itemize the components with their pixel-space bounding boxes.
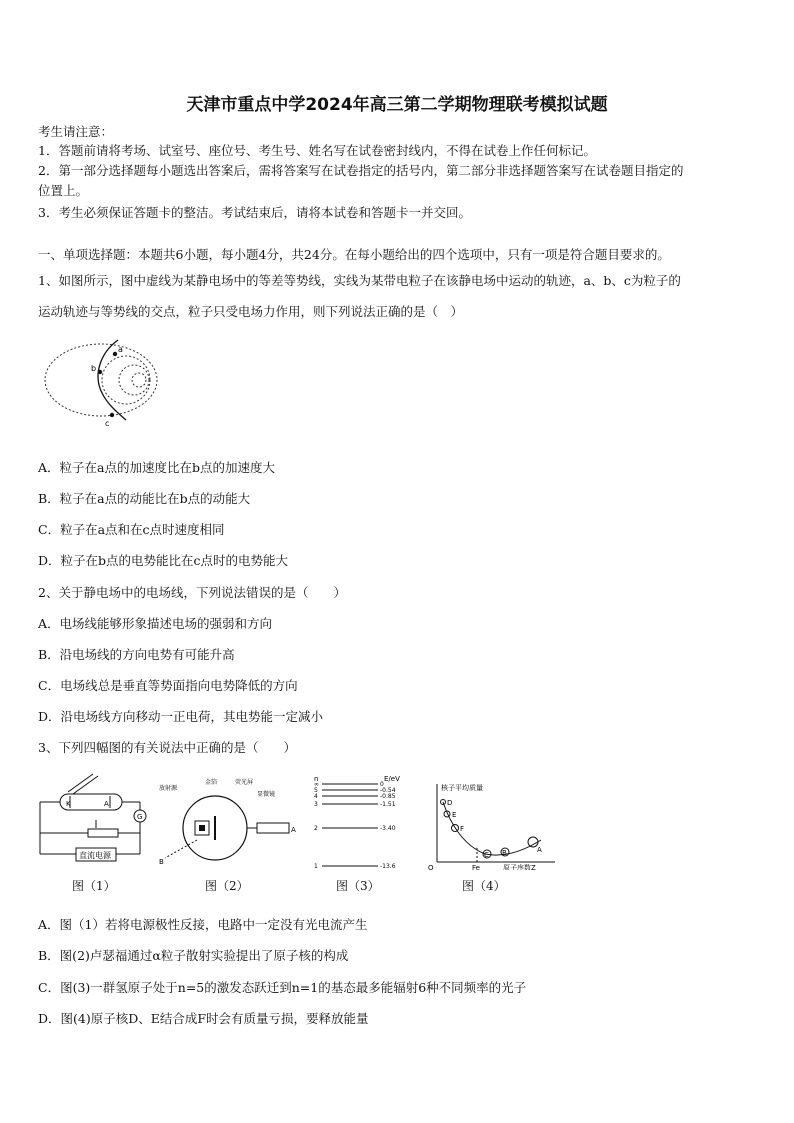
question-stem: 1、如图所示，图中虚线为某静电场中的等差等势线，实线为某带电粒子在该静电场中运动的轨迹，a、b、c为粒子的 — [38, 273, 681, 288]
level-n-label: 1 — [314, 863, 318, 870]
notice-item: 3．考生必须保证答题卡的整洁。考试结束后，请将本试卷和答题卡一并交回。 — [38, 205, 471, 220]
level-n-label: 4 — [314, 793, 318, 800]
option: D．粒子在b点的电势能比在c点时的电势能大 — [38, 553, 289, 568]
level-energy-label: 0 — [380, 781, 384, 788]
level-n-label: 5 — [314, 787, 318, 794]
option: B．沿电场线的方向电势有可能升高 — [38, 647, 235, 662]
screen-label: 荧光屏 — [235, 779, 254, 786]
option: D．沿电场线方向移动一正电荷，其电势能一定减小 — [38, 709, 324, 724]
question-stem: 3、下列四幅图的有关说法中正确的是（ ） — [38, 740, 296, 755]
label-G: G — [137, 813, 143, 821]
equipotential-figure — [38, 335, 163, 430]
level-energy-label: -1.51 — [380, 801, 396, 808]
option: A．电场线能够形象描述电场的强弱和方向 — [38, 616, 273, 631]
option: C．图(3)一群氢原子处于n=5的激发态跃迁到n=1的基态最多能辐射6种不同频率的光子 — [38, 980, 527, 995]
point-label: D — [447, 799, 453, 807]
level-energy-label: -13.6 — [380, 863, 396, 870]
figure-caption: 图（2） — [205, 879, 249, 893]
notice-heading: 考生请注意： — [38, 124, 114, 139]
level-energy-label: -0.54 — [380, 787, 396, 794]
option: B．粒子在a点的动能比在b点的动能大 — [38, 491, 251, 506]
figure-caption: 图（3） — [336, 879, 380, 893]
n-header: n — [314, 775, 319, 783]
figure-caption: 图（1） — [72, 879, 116, 893]
gold-foil-label: 金箔 — [205, 779, 218, 786]
section-heading: 一、单项选择题：本题共6小题，每小题4分，共24分。在每小题给出的四个选项中，只有一项是符合题目要求的。 — [38, 247, 670, 262]
point-label-b: b — [91, 364, 97, 373]
position-A-label: A — [291, 826, 296, 834]
option: A．粒子在a点的加速度比在b点的加速度大 — [38, 460, 275, 475]
fe-label: Fe — [472, 864, 480, 870]
nucleon-mass-figure — [425, 778, 560, 870]
point-label: E — [452, 811, 457, 819]
option: C．粒子在a点和在c点时速度相同 — [38, 522, 225, 537]
level-energy-label: -3.40 — [380, 825, 396, 832]
point-label: F — [460, 825, 465, 833]
energy-header: E/eV — [384, 775, 400, 783]
level-n-label: 3 — [314, 801, 318, 808]
energy-level-figure — [312, 772, 412, 874]
position-B-label: B — [159, 858, 164, 866]
source-label: 放射源 — [159, 785, 178, 792]
level-n-label: ∞ — [314, 781, 319, 788]
option: A．图（1）若将电源极性反接，电路中一定没有光电流产生 — [38, 917, 368, 932]
option: D．图(4)原子核D、E结合成F时会有质量亏损，要释放能量 — [38, 1011, 369, 1026]
notice-item: 位置上。 — [38, 183, 89, 198]
notice-item: 2．第一部分选择题每小题选出答案后，需将答案写在试卷指定的括号内，第二部分非选择题答案写在试卷题目指定的 — [38, 163, 684, 178]
point-label-a: a — [118, 345, 123, 354]
photoelectric-figure — [38, 772, 150, 867]
point-label: B — [502, 849, 507, 857]
origin-label: O — [428, 864, 434, 870]
option: C．电场线总是垂直等势面指向电势降低的方向 — [38, 678, 298, 693]
power-supply-label: 直流电源 — [79, 851, 111, 860]
label-K: K — [66, 800, 71, 808]
alpha-scattering-figure — [157, 776, 297, 868]
level-energy-label: -0.85 — [380, 793, 396, 800]
question-stem: 2、关于静电场中的电场线，下列说法错误的是（ ） — [38, 585, 346, 600]
notice-item: 1．答题前请将考场、试室号、座位号、考生号、姓名写在试卷密封线内，不得在试卷上作任何标记。 — [38, 143, 596, 158]
question-stem: 运动轨迹与等势线的交点，粒子只受电场力作用，则下列说法正确的是（ ） — [38, 304, 464, 319]
x-axis-label: 原子序数Z — [503, 864, 536, 870]
point-label: C — [484, 851, 489, 859]
label-A: A — [104, 800, 109, 808]
y-axis-label: 核子平均质量 — [441, 784, 483, 792]
microscope-label: 显微镜 — [257, 791, 276, 798]
point-label-c: c — [105, 419, 110, 428]
option: B．图(2)卢瑟福通过α粒子散射实验提出了原子核的构成 — [38, 948, 349, 963]
point-label: A — [537, 846, 542, 854]
figure-caption: 图（4） — [462, 879, 506, 893]
level-n-label: 2 — [314, 825, 318, 832]
page-title: 天津市重点中学2024年高三第二学期物理联考模拟试题 — [186, 95, 608, 115]
